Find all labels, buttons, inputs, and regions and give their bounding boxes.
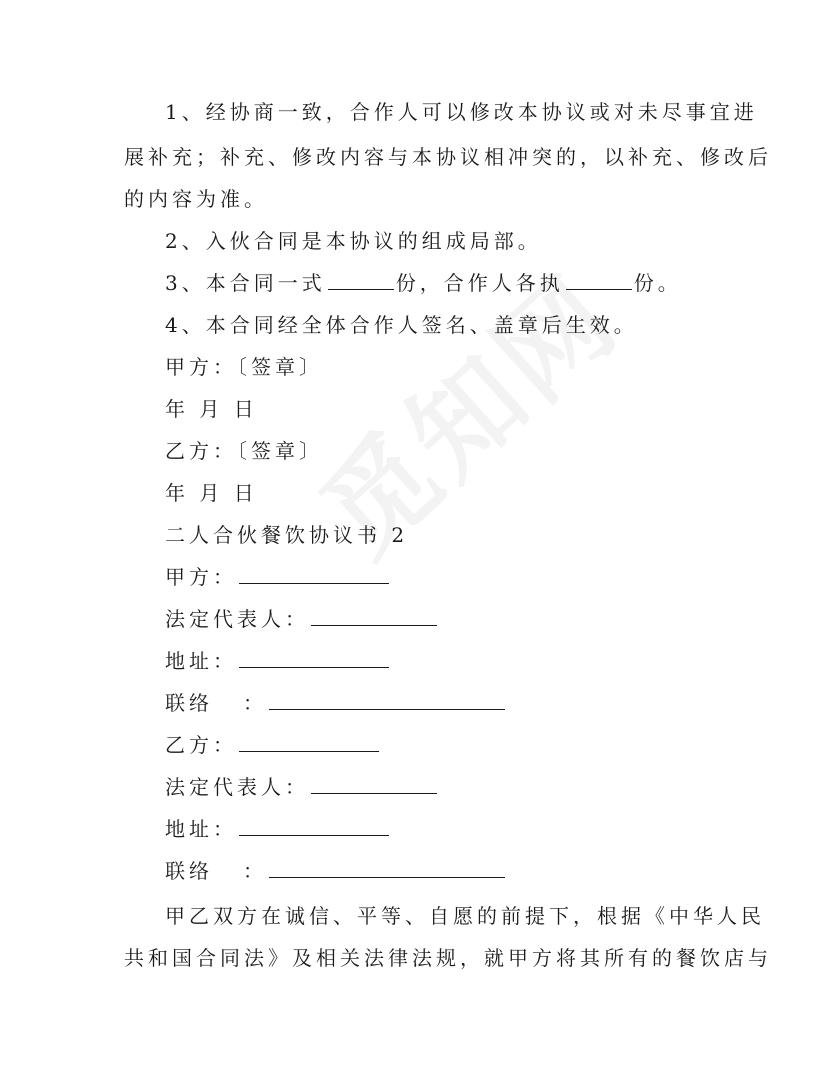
- party-a-field: [0, 564, 830, 590]
- party-b-contact-colon: ：: [243, 859, 267, 883]
- party-b-blank: [239, 733, 379, 752]
- intro-line-2: 共和国合同法》及相关法律法规，就甲方将其所有的餐饮店与: [124, 946, 772, 970]
- party-b-signature: 乙方：〔签章〕: [165, 439, 323, 463]
- copies-each-blank: [566, 271, 632, 290]
- party-a-label: 甲方：: [165, 565, 237, 589]
- party-a-date: 年 月 日: [165, 397, 258, 421]
- party-b-contact-field: [0, 858, 830, 884]
- clause-1-line-1: 1、经协商一致，合作人可以修改本协议或对未尽事宜进: [165, 100, 758, 124]
- party-a-contact-label: 联络: [165, 691, 213, 715]
- party-b-address-label: 地址：: [165, 817, 237, 841]
- clause-3-part-2: 份，合作人各执: [395, 271, 564, 295]
- party-a-contact-blank: [269, 691, 505, 710]
- clause-3-part-1: 3、本合同一式: [165, 271, 326, 295]
- party-a-address-blank: [239, 649, 389, 668]
- party-a-rep-label: 法定代表人：: [165, 607, 309, 631]
- party-b-label: 乙方：: [165, 733, 237, 757]
- party-b-address-field: [0, 816, 830, 842]
- clause-3: [0, 270, 830, 296]
- clause-1-line-3: 的内容为准。: [124, 187, 268, 211]
- copies-total-blank: [328, 271, 394, 290]
- party-b-contact-blank: [269, 859, 505, 878]
- party-a-rep-field: [0, 606, 830, 632]
- party-b-address-blank: [239, 817, 389, 836]
- party-a-signature: 甲方：〔签章〕: [165, 355, 323, 379]
- party-b-contact-label: 联络: [165, 859, 213, 883]
- party-b-date: 年 月 日: [165, 481, 258, 505]
- party-a-contact-field: [0, 690, 830, 716]
- party-b-rep-field: [0, 774, 830, 800]
- section-title: 二人合伙餐饮协议书 2: [165, 523, 409, 547]
- clause-2: 2、入伙合同是本协议的组成局部。: [165, 229, 542, 253]
- party-a-blank: [239, 565, 389, 584]
- clause-1-line-2: 展补充；补充、修改内容与本协议相冲突的，以补充、修改后: [124, 145, 772, 169]
- party-a-address-field: [0, 648, 830, 674]
- intro-line-1: 甲乙双方在诚信、平等、自愿的前提下，根据《中华人民: [165, 904, 765, 928]
- party-b-field: [0, 732, 830, 758]
- party-a-rep-blank: [311, 607, 437, 626]
- clause-4: 4、本合同经全体合作人签名、盖章后生效。: [165, 313, 638, 337]
- party-a-address-label: 地址：: [165, 649, 237, 673]
- party-a-contact-colon: ：: [243, 691, 267, 715]
- clause-3-part-3: 份。: [633, 271, 682, 295]
- party-b-rep-label: 法定代表人：: [165, 775, 309, 799]
- party-b-rep-blank: [311, 775, 437, 794]
